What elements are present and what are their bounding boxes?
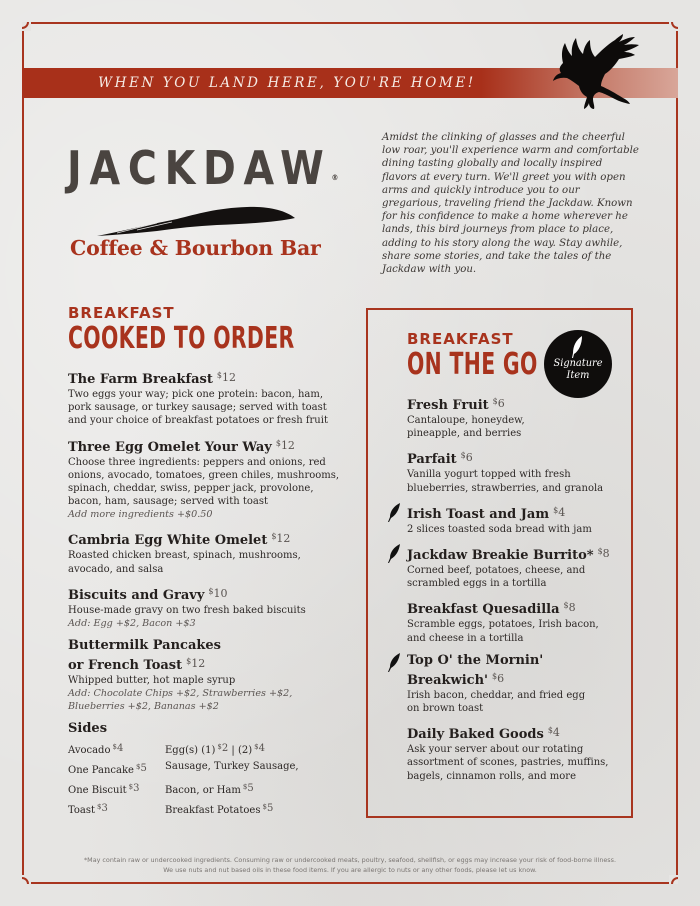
- item-price: $4: [553, 505, 566, 519]
- side-name: Avocado: [68, 745, 111, 757]
- side-price: $3: [97, 803, 108, 815]
- sides-section: [68, 721, 343, 819]
- item-name-text: Breakfast Quesadilla: [407, 602, 560, 618]
- side-name: Bacon, or Ham: [165, 785, 241, 797]
- feather-icon: [97, 202, 297, 238]
- price-amount: 5: [266, 803, 274, 815]
- item-description: Roasted chicken breast, spinach, mushrooms, avocado, and salsa: [68, 550, 301, 575]
- item-price: $4: [547, 726, 560, 740]
- menu-item-signature: [407, 503, 617, 536]
- item-price: $12: [275, 438, 295, 452]
- item-description: Cantaloupe, honeydew, pineapple, and berries: [407, 415, 525, 440]
- item-price: $6: [492, 671, 505, 685]
- item-name-text: or French Toast: [68, 658, 183, 674]
- section-title: ON THE GO: [407, 347, 538, 382]
- item-name: [407, 544, 617, 564]
- item-description: Choose three ingredients: peppers and onions, red onions, avocado, tomatoes, green chiles, mushrooms, spinach, cheddar, swiss, pepper jack, provolone, bacon, ham, sausage; served with toast: [68, 456, 340, 508]
- side-name: Egg(s) (1): [165, 745, 216, 757]
- item-description: Two eggs your way; pick one protein: bacon, ham, pork sausage, or turkey sausage; served with toast and your choice of breakfast potatoes or fresh fruit: [68, 389, 328, 427]
- item-description: Ask your server about our rotating assortment of scones, pastries, muffins, bagels, cinnamon rolls, and more: [407, 744, 609, 782]
- item-description: Whipped butter, hot maple syrup: [68, 675, 236, 687]
- price-amount: 12: [276, 532, 291, 546]
- side-name: | (2): [228, 745, 253, 757]
- price-amount: 10: [213, 586, 228, 600]
- menu-item: [68, 436, 343, 522]
- section-kicker: BREAKFAST: [407, 330, 514, 348]
- menu-item: [68, 638, 343, 713]
- footnote-line: We use nuts and nut based oils in these food items. If you are allergic to nuts or any other foods, please let us know.: [163, 866, 537, 874]
- item-name: [68, 529, 343, 549]
- item-name: [68, 436, 343, 456]
- item-name: [68, 638, 343, 674]
- item-name-text: Irish Toast and Jam: [407, 506, 550, 522]
- item-addon: Add: Chocolate Chips +$2, Strawberries +$2, Blueberries +$2, Bananas +$2: [68, 688, 293, 713]
- brand-name: [67, 141, 339, 204]
- item-name-text: Top O' the Mornin': [407, 652, 544, 668]
- menu-item: [68, 368, 343, 428]
- item-name: [407, 503, 617, 523]
- price-amount: 4: [116, 743, 124, 755]
- price-amount: 8: [602, 547, 610, 561]
- signature-quill-icon: [387, 544, 401, 564]
- item-name-text: Daily Baked Goods: [407, 727, 544, 743]
- menu-item: [407, 448, 617, 494]
- side-item: [165, 779, 343, 799]
- item-price: $8: [597, 547, 610, 561]
- item-name: [407, 598, 617, 618]
- item-name-text: Breakwich': [407, 672, 489, 688]
- item-name-text: Jackdaw Breakie Burrito*: [407, 548, 594, 564]
- price-amount: 8: [568, 601, 576, 615]
- item-name: [407, 723, 617, 743]
- side-item: [68, 759, 165, 779]
- side-name: Sausage, Turkey Sausage,: [165, 761, 299, 773]
- side-name: One Biscuit: [68, 785, 127, 797]
- frame-corner: [671, 877, 685, 891]
- sides-title: Sides: [68, 721, 108, 737]
- price-amount: 4: [552, 726, 560, 740]
- side-item: [165, 799, 343, 819]
- price-amount: 3: [133, 783, 140, 795]
- item-description: Scramble eggs, potatoes, Irish bacon, and cheese in a tortilla: [407, 619, 599, 644]
- price-amount: 5: [140, 763, 147, 775]
- price-amount: 4: [558, 505, 566, 519]
- side-price: $2: [217, 743, 229, 755]
- side-item: [165, 739, 343, 759]
- intro-paragraph: Amidst the clinking of glasses and the cheerful low roar, you'll experience warm and comfortable dining tasting globally and locally inspired flavors at every turn. We'll greet you with open arms and quickly introduce you to our gregarious, traveling friend the Jackdaw. Known for his confidence to make a home wherever he lands, this bird journeys from place to place, adding to his story along the way. Stay awhile, share some stories, and take the tales of the Jackdaw with you.: [382, 132, 639, 276]
- on-the-go-section: [407, 330, 617, 791]
- item-price: $6: [492, 397, 505, 410]
- footnote-line: *May contain raw or undercooked ingredients. Consuming raw or undercooked meats, poultry, seafood, shellfish, or eggs may increase your risk of food-borne illness.: [83, 856, 616, 864]
- side-price: $5: [135, 763, 147, 775]
- item-price: $6: [460, 451, 473, 465]
- frame-corner: [15, 15, 29, 29]
- side-price: $5: [242, 783, 254, 795]
- menu-item: [407, 723, 617, 783]
- price-amount: 2: [221, 743, 229, 755]
- item-name-text: Buttermilk Pancakes: [68, 638, 221, 654]
- side-item: [68, 799, 165, 819]
- price-amount: 5: [247, 783, 254, 795]
- side-name: Breakfast Potatoes: [165, 805, 261, 817]
- jackdaw-logo: [67, 141, 339, 260]
- item-price: $10: [208, 586, 228, 600]
- section-kicker: BREAKFAST: [68, 304, 175, 322]
- side-item: [68, 779, 165, 799]
- item-name-text: The Farm Breakfast: [68, 372, 213, 387]
- signature-quill-icon: [387, 503, 401, 523]
- menu-item-signature: [407, 653, 617, 715]
- item-description: 2 slices toasted soda bread with jam: [407, 523, 592, 535]
- item-name: [407, 653, 617, 689]
- tagline-text: WHEN YOU LAND HERE, YOU'RE HOME!: [98, 75, 476, 91]
- price-amount: 12: [191, 657, 206, 671]
- price-amount: 6: [465, 451, 473, 465]
- allergen-footnote: [50, 855, 650, 875]
- item-addon: Add: Egg +$2, Bacon +$3: [68, 618, 196, 630]
- item-name: [407, 448, 617, 468]
- menu-item: [407, 394, 617, 440]
- sides-grid: [68, 739, 343, 819]
- item-description: Irish bacon, cheddar, and fried egg on brown toast: [407, 689, 586, 715]
- jackdaw-bird-icon: [553, 33, 645, 115]
- item-price: $12: [216, 371, 236, 384]
- frame-corner: [15, 877, 29, 891]
- price-amount: 6: [497, 397, 505, 410]
- price-amount: 12: [221, 371, 236, 384]
- menu-item: [68, 584, 343, 630]
- menu-item-signature: [407, 544, 617, 590]
- item-description: Vanilla yogurt topped with fresh blueberries, strawberries, and granola: [407, 469, 604, 494]
- menu-item: [407, 598, 617, 644]
- item-description: House-made gravy on two fresh baked biscuits: [68, 604, 306, 616]
- price-amount: 4: [258, 743, 265, 755]
- item-name-text: Cambria Egg White Omelet: [68, 533, 268, 549]
- cooked-to-order-section: [68, 304, 343, 819]
- badge-line: Signature: [553, 358, 603, 369]
- side-price: $4: [112, 743, 124, 755]
- item-name-text: Three Egg Omelet Your Way: [68, 439, 272, 455]
- side-name: Toast: [68, 805, 96, 817]
- signature-quill-icon: [387, 653, 401, 673]
- item-name: [68, 368, 343, 388]
- menu-item: [68, 529, 343, 575]
- item-price: $12: [271, 532, 291, 546]
- side-price: $5: [262, 803, 274, 815]
- price-amount: 3: [101, 803, 108, 815]
- item-price: $8: [563, 601, 576, 615]
- side-item: [68, 739, 165, 759]
- item-name: [407, 394, 617, 414]
- section-title: COOKED TO ORDER: [68, 321, 295, 356]
- brand-name-text: JACKDAW: [67, 141, 332, 195]
- item-description: Corned beef, potatoes, cheese, and scrambled eggs in a tortilla: [407, 565, 586, 590]
- side-price: $4: [254, 743, 265, 755]
- side-name: One Pancake: [68, 765, 134, 777]
- price-amount: 12: [280, 438, 295, 452]
- price-amount: 6: [497, 671, 505, 685]
- badge-line: Item: [566, 369, 590, 381]
- item-name-text: Fresh Fruit: [407, 398, 489, 413]
- item-name-text: Parfait: [407, 452, 457, 468]
- brand-subtitle: Coffee & Bourbon Bar: [70, 236, 321, 260]
- side-price: $3: [128, 783, 140, 795]
- side-item: [165, 759, 343, 779]
- frame-corner: [671, 15, 685, 29]
- item-price: $12: [186, 657, 206, 671]
- item-addon: Add more ingredients +$0.50: [68, 509, 213, 521]
- item-name: [68, 584, 343, 604]
- registered-mark: ®: [331, 173, 339, 182]
- item-name-text: Biscuits and Gravy: [68, 587, 205, 603]
